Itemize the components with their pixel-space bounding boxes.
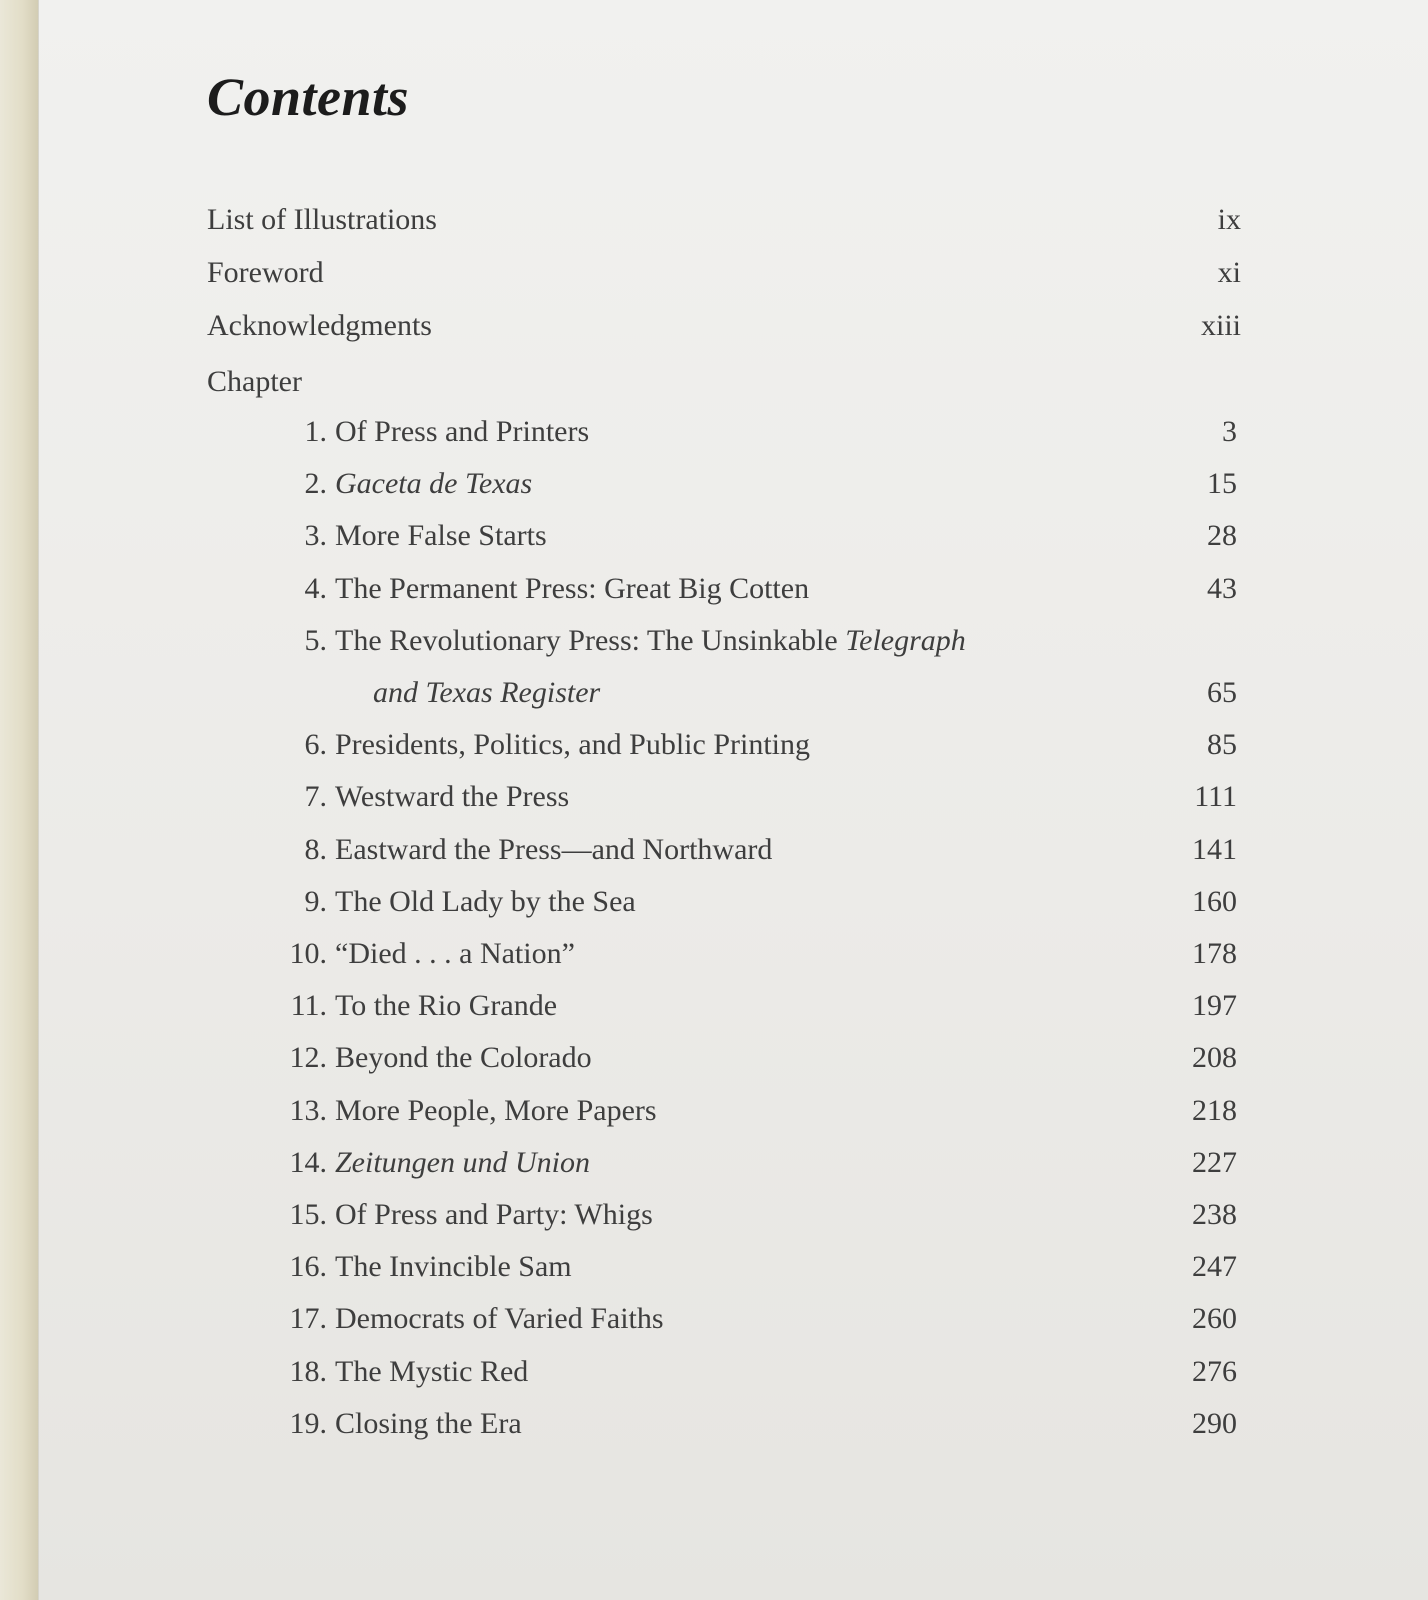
- chapter-number: 10.: [289, 937, 327, 970]
- toc-chapter-15[interactable]: [283, 1195, 653, 1235]
- chapter-title: The Old Lady by the Sea: [335, 884, 636, 918]
- chapter-number: 13.: [289, 1093, 327, 1127]
- chapter-title: “Died . . . a Nation”: [335, 937, 575, 970]
- chapter-title: Eastward the Press—and Northward: [335, 832, 773, 866]
- chapter-number: 16.: [289, 1250, 327, 1284]
- toc-entry-foreword[interactable]: [207, 253, 324, 293]
- toc-page-number: 197: [1192, 989, 1237, 1023]
- chapter-title: Of Press and Party: Whigs: [335, 1198, 653, 1231]
- chapter-title: Gaceta de Texas: [335, 467, 533, 501]
- chapter-heading: Chapter: [207, 365, 302, 398]
- toc-chapter-7[interactable]: [283, 777, 569, 817]
- toc-entry-acknowledgments[interactable]: [207, 306, 432, 346]
- chapter-number: 9.: [304, 884, 327, 918]
- toc-chapter-12[interactable]: [283, 1038, 592, 1078]
- toc-page-number: 111: [1194, 780, 1237, 814]
- toc-page-number: 227: [1192, 1145, 1237, 1179]
- toc-chapter-19[interactable]: [283, 1404, 522, 1444]
- chapter-title: The Permanent Press: Great Big Cotten: [335, 571, 810, 605]
- chapter-number: 18.: [289, 1354, 327, 1388]
- chapter-number: 15.: [289, 1198, 327, 1231]
- chapter-title: To the Rio Grande: [335, 989, 558, 1023]
- toc-page-number: 28: [1207, 519, 1237, 553]
- toc-chapter-10[interactable]: [283, 934, 575, 974]
- page-title: Contents: [207, 67, 410, 127]
- chapter-number: 6.: [304, 728, 327, 762]
- chapter-number: 8.: [304, 832, 327, 866]
- toc-page-number: 276: [1192, 1354, 1237, 1388]
- chapter-number: 1.: [304, 415, 327, 448]
- toc-chapter-3[interactable]: [283, 516, 547, 556]
- toc-page-number: 43: [1207, 571, 1237, 605]
- toc-page-number: ix: [1217, 203, 1241, 236]
- toc-page-number: 141: [1192, 832, 1237, 866]
- toc-page-number: xiii: [1200, 309, 1241, 342]
- toc-page-number: 260: [1192, 1302, 1237, 1336]
- toc-entry-label: Acknowledgments: [207, 309, 432, 342]
- toc-chapter-6[interactable]: [283, 725, 810, 765]
- toc-entry-illustrations[interactable]: [207, 200, 437, 240]
- toc-page-number: 208: [1192, 1041, 1237, 1075]
- chapter-title: Closing the Era: [335, 1406, 522, 1440]
- toc-page-number: 3: [1222, 415, 1237, 448]
- chapter-number: 2.: [304, 467, 327, 501]
- chapter-number: 12.: [289, 1041, 327, 1075]
- toc-chapter-4[interactable]: [283, 569, 809, 609]
- chapter-title: More People, More Papers: [335, 1093, 657, 1127]
- toc-page-number: 65: [1207, 676, 1237, 709]
- toc-chapter-16[interactable]: [283, 1247, 572, 1287]
- toc-page-number: 178: [1192, 937, 1237, 970]
- toc-page-number: 290: [1192, 1406, 1237, 1440]
- chapter-title: Of Press and Printers: [335, 415, 590, 448]
- toc-page-number: 247: [1192, 1250, 1237, 1284]
- chapter-title: Presidents, Politics, and Public Printing: [335, 728, 811, 762]
- chapter-title: Zeitungen und Union: [335, 1145, 590, 1179]
- toc-page-number: 218: [1192, 1093, 1237, 1127]
- toc-chapter-9[interactable]: [283, 882, 636, 922]
- chapter-title: The Mystic Red: [335, 1354, 529, 1388]
- toc-chapter-8[interactable]: [283, 830, 772, 870]
- toc-chapter-18[interactable]: [283, 1352, 528, 1392]
- toc-chapter-1[interactable]: [283, 412, 589, 452]
- toc-chapter-14[interactable]: [283, 1143, 590, 1183]
- contents-page: [38, 0, 1428, 1600]
- chapter-title: Westward the Press: [335, 780, 570, 814]
- chapter-title: The Invincible Sam: [335, 1250, 572, 1284]
- chapter-number: 4.: [304, 571, 327, 605]
- chapter-number: 7.: [304, 780, 327, 814]
- book-spine-edge: [0, 0, 38, 1600]
- toc-page-number: 238: [1192, 1198, 1237, 1231]
- toc-chapter-13[interactable]: [283, 1091, 657, 1131]
- chapter-number: 3.: [304, 519, 327, 553]
- chapter-number: 19.: [289, 1406, 327, 1440]
- toc-chapter-17[interactable]: [283, 1299, 664, 1339]
- chapter-number: 11.: [290, 989, 327, 1023]
- toc-chapter-2[interactable]: [283, 464, 532, 504]
- toc-page-number: 15: [1207, 467, 1237, 501]
- toc-entry-label: List of Illustrations: [207, 203, 437, 236]
- chapter-title-continued: and Texas Register: [373, 676, 601, 709]
- chapter-number: 17.: [289, 1302, 327, 1336]
- toc-page-number: 160: [1192, 884, 1237, 918]
- chapter-number: 5.: [304, 623, 327, 657]
- chapter-title: The Revolutionary Press: The Unsinkable Telegraph: [335, 623, 966, 657]
- toc-chapter-11[interactable]: [283, 986, 557, 1026]
- chapter-title: Beyond the Colorado: [335, 1041, 592, 1075]
- toc-page-number: xi: [1217, 256, 1241, 289]
- chapter-title: More False Starts: [335, 519, 547, 553]
- toc-entry-label: Foreword: [207, 256, 324, 289]
- chapter-number: 14.: [289, 1145, 327, 1179]
- chapter-title: Democrats of Varied Faiths: [335, 1302, 664, 1336]
- toc-page-number: 85: [1207, 728, 1237, 762]
- toc-chapter-5[interactable]: [283, 621, 966, 661]
